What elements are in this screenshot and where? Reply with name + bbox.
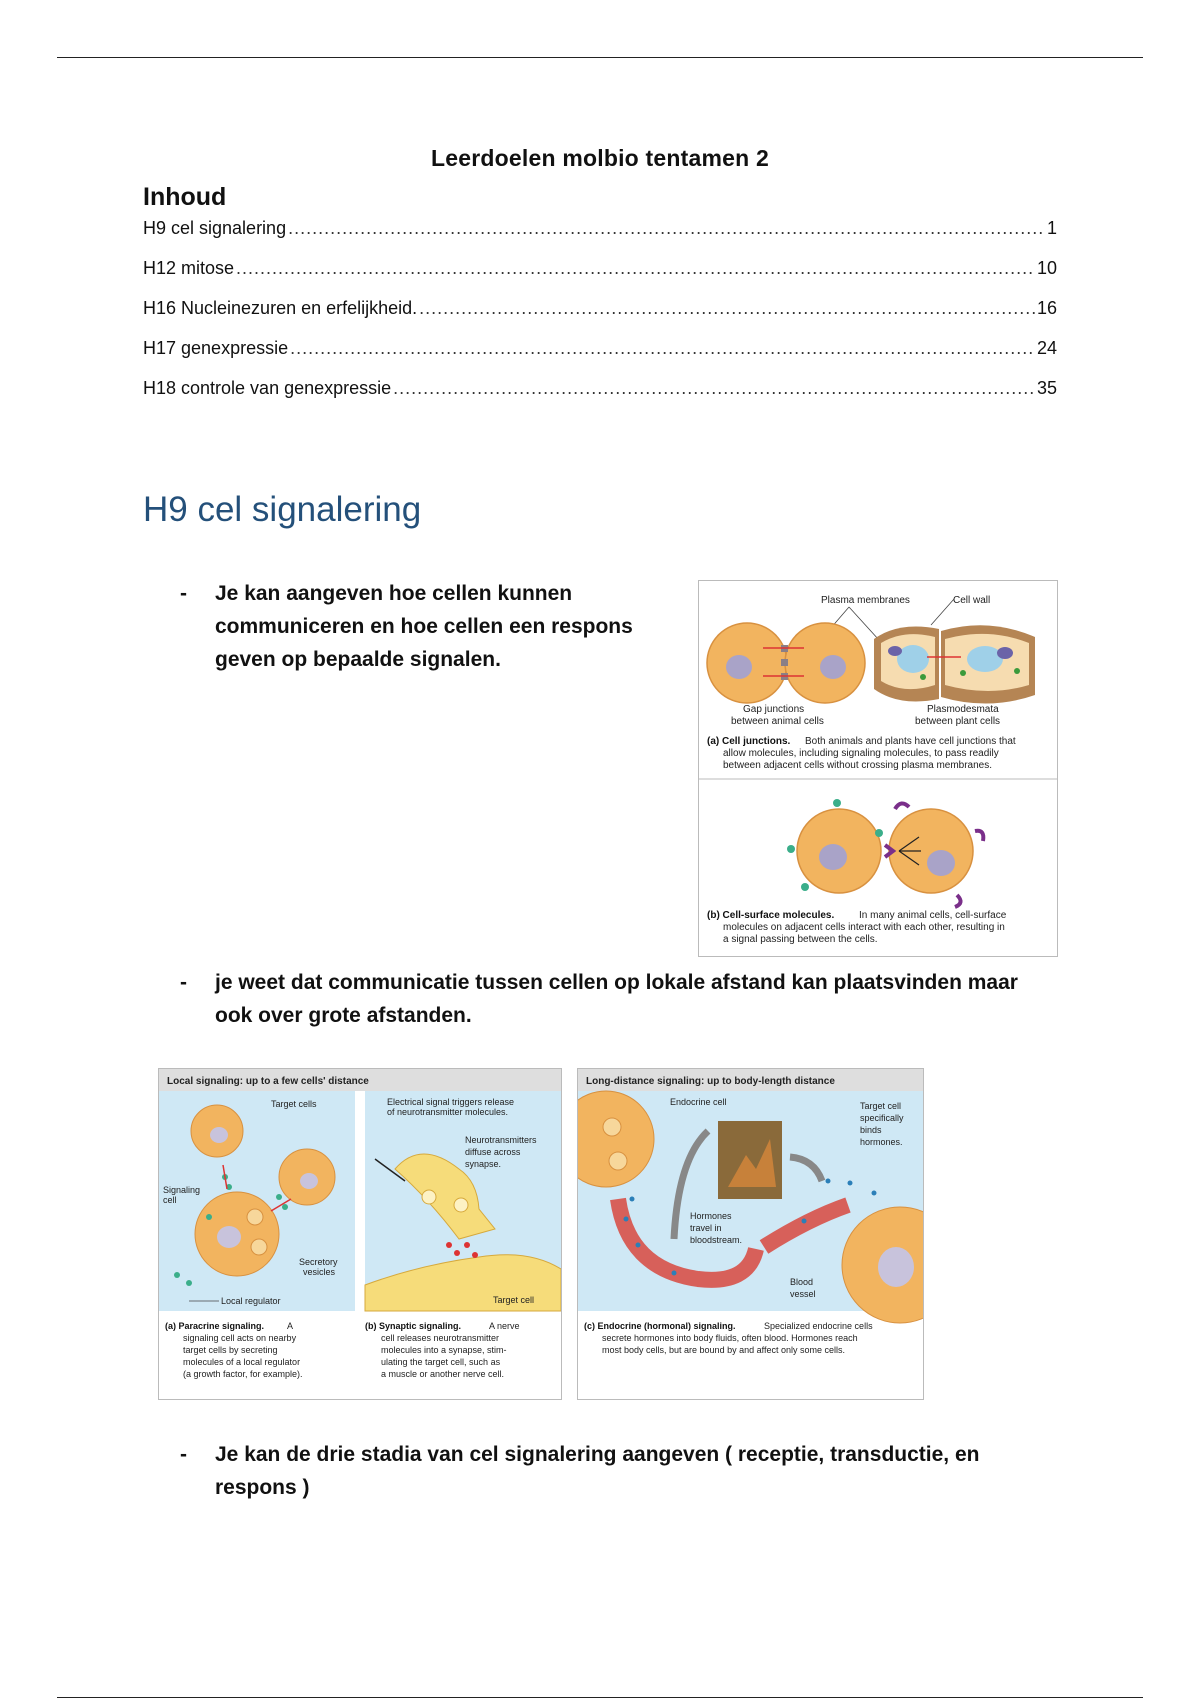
hormone [802,1219,807,1224]
toc-entry-label: H18 controle van genexpressie [143,378,392,398]
caption-a-line: Both animals and plants have cell junctions that [805,736,1016,747]
regulator-molecule [186,1280,192,1286]
long-distance-signaling-illustration [578,1069,923,1399]
caption-a-line: allow molecules, including signaling molecules, to pass readily [723,748,999,759]
nucleus [726,655,752,679]
toc-entry-page: 35 [1036,378,1057,398]
label-target-cell-sub: hormones. [860,1137,903,1147]
secretory-vesicle [247,1209,263,1225]
pointer-line [931,599,954,625]
label-target-cell-sub: specifically [860,1113,904,1123]
learning-goal-item [180,577,670,676]
label-gap-junctions-sub: between animal cells [731,716,824,727]
receptor [975,831,983,841]
toc-entry[interactable] [143,378,1057,418]
learning-goal-text: Je kan aangeven hoe cellen kunnen communiceren en hoe cellen een respons geven op bepaalde signalen. [215,582,633,671]
section-heading: H9 cel signalering [143,490,422,529]
label-secretory-vesicles-sub: vesicles [303,1267,336,1277]
table-of-contents [143,218,1057,418]
figure-long-distance-signaling [577,1068,924,1400]
label-target-cell-sub: binds [860,1125,882,1135]
toc-entry-label: H16 Nucleinezuren en erfelijkheid. [143,298,418,318]
caption-c-line: secrete hormones into body fluids, often blood. Hormones reach [602,1333,858,1343]
label-electrical-signal: Electrical signal triggers release [387,1097,515,1107]
regulator-molecule [206,1214,212,1220]
toc-entry-page: 16 [1036,298,1057,318]
label-target-cell: Target cell [860,1101,902,1111]
nucleus [997,647,1013,659]
surface-molecule [833,799,841,807]
nucleus [878,1247,914,1287]
vacuole [967,646,1003,672]
surface-molecule [787,845,795,853]
caption-c-line: Specialized endocrine cells [764,1321,873,1331]
label-local-regulator: Local regulator [221,1296,281,1306]
caption-b-line: cell releases neurotransmitter [381,1333,500,1343]
top-rule [57,57,1143,58]
bullet-dash: - [180,1443,187,1466]
toc-entry-page: 1 [1046,218,1057,238]
caption-a-line: signaling cell acts on nearby [183,1333,297,1343]
hormone [636,1243,641,1248]
caption-b-line: molecules on adjacent cells interact with each other, resulting in [723,922,1005,933]
caption-b-line: ulating the target cell, such as [381,1357,501,1367]
caption-a-title: (a) Paracrine signaling. [165,1321,265,1331]
regulator-molecule [174,1272,180,1278]
surface-molecule [801,883,809,891]
label-target-cell: Target cell [493,1295,535,1305]
nucleus [210,1127,228,1143]
caption-b-line: A nerve [489,1321,520,1331]
caption-a-line: molecules of a local regulator [183,1357,301,1367]
toc-entry[interactable] [143,338,1057,378]
label-signaling-cell-sub: cell [163,1195,177,1205]
chloroplast [960,670,966,676]
label-hormones-sub: travel in [690,1223,722,1233]
caption-b-title: (b) Cell-surface molecules. [707,910,835,921]
label-signaling-cell: Signaling [163,1185,201,1195]
secretory-vesicle [603,1118,621,1136]
toc-leader-dots [288,218,1045,239]
label-neurotransmitters-sub: diffuse across [465,1147,521,1157]
toc-leader-dots [419,298,1035,319]
toc-leader-dots [393,378,1035,399]
neurotransmitter [472,1252,478,1258]
document-title: Leerdoelen molbio tentamen 2 [431,145,769,171]
gap-junction-channel [781,659,788,666]
neurotransmitter [446,1242,452,1248]
toc-leader-dots [236,258,1035,279]
vesicle [422,1190,436,1204]
nucleus [217,1226,241,1248]
label-plasma-membranes: Plasma membranes [821,595,910,606]
hormone [672,1271,677,1276]
label-secretory-vesicles: Secretory [299,1257,338,1267]
caption-b-line: molecules into a synapse, stim- [381,1345,507,1355]
panel-header: Local signaling: up to a few cells' distance [167,1076,369,1087]
neurotransmitter [454,1250,460,1256]
label-blood-vessel: Blood [790,1277,814,1287]
secretory-vesicle [251,1239,267,1255]
label-hormones-sub: bloodstream. [690,1235,743,1245]
panel-header: Long-distance signaling: up to body-length distance [586,1076,835,1087]
regulator-molecule [282,1204,288,1210]
caption-a-line: between adjacent cells without crossing plasma membranes. [723,760,993,771]
surface-molecule [875,829,883,837]
caption-a-line: (a growth factor, for example). [183,1369,303,1379]
caption-a-line: target cells by secreting [183,1345,278,1355]
toc-entry-label: H17 genexpressie [143,338,289,358]
caption-a-title: (a) Cell junctions. [707,736,791,747]
secretory-vesicle [609,1152,627,1170]
toc-entry-page: 10 [1036,258,1057,278]
caption-b-title: (b) Synaptic signaling. [365,1321,462,1331]
cell-junctions-illustration [699,581,1057,956]
learning-goal-text: Je kan de drie stadia van cel signalering aangeven ( receptie, transductie, en respons ) [215,1443,980,1499]
toc-entry-page: 24 [1036,338,1057,358]
label-electrical-signal-sub: of neurotransmitter molecules. [387,1107,509,1117]
bottom-rule [57,1697,1143,1698]
hormone [624,1217,629,1222]
chloroplast [920,674,926,680]
vacuole [897,645,929,673]
nucleus [819,844,847,870]
bullet-dash: - [180,582,187,605]
figure-cell-junctions [698,580,1058,957]
toc-entry[interactable] [143,298,1057,338]
nucleus [927,850,955,876]
label-cell-wall: Cell wall [953,595,991,606]
caption-c-line: most body cells, but are bound by and affect only some cells. [602,1345,845,1355]
chloroplast [1014,668,1020,674]
learning-goal-text: je weet dat communicatie tussen cellen op lokale afstand kan plaatsvinden maar ook over grote afstanden. [215,971,1018,1027]
caption-a-line: A [287,1321,294,1331]
bullet-dash: - [180,971,187,994]
hormone [848,1181,853,1186]
regulator-molecule [276,1194,282,1200]
nucleus [300,1173,318,1189]
caption-c-title: (c) Endocrine (hormonal) signaling. [584,1321,736,1331]
label-blood-vessel-sub: vessel [790,1289,816,1299]
label-gap-junctions: Gap junctions [743,704,805,715]
label-endocrine-cell: Endocrine cell [670,1097,727,1107]
label-target-cells: Target cells [271,1099,317,1109]
toc-entry[interactable] [143,258,1057,298]
label-plasmodesmata: Plasmodesmata [927,704,999,715]
neurotransmitter [464,1242,470,1248]
local-signaling-illustration [159,1069,561,1399]
label-plasmodesmata-sub: between plant cells [915,716,1001,727]
label-hormones: Hormones [690,1211,732,1221]
learning-goal-item [180,966,1060,1032]
toc-heading: Inhoud [143,183,227,211]
receptor [895,803,909,809]
toc-leader-dots [290,338,1035,359]
toc-entry-label: H9 cel signalering [143,218,287,238]
figure-local-signaling [158,1068,562,1400]
hormone [630,1197,635,1202]
nucleus [888,646,902,656]
vesicle [454,1198,468,1212]
label-neurotransmitters: Neurotransmitters [465,1135,537,1145]
toc-entry-label: H12 mitose [143,258,235,278]
caption-b-line: In many animal cells, cell-surface [859,910,1007,921]
learning-goal-item [180,1438,1060,1504]
receptor [955,895,961,907]
caption-b-line: a signal passing between the cells. [723,934,878,945]
toc-entry[interactable] [143,218,1057,258]
hormone [872,1191,877,1196]
caption-b-line: a muscle or another nerve cell. [381,1369,505,1379]
nucleus [820,655,846,679]
label-neurotransmitters-sub: synapse. [465,1159,502,1169]
hormone [826,1179,831,1184]
